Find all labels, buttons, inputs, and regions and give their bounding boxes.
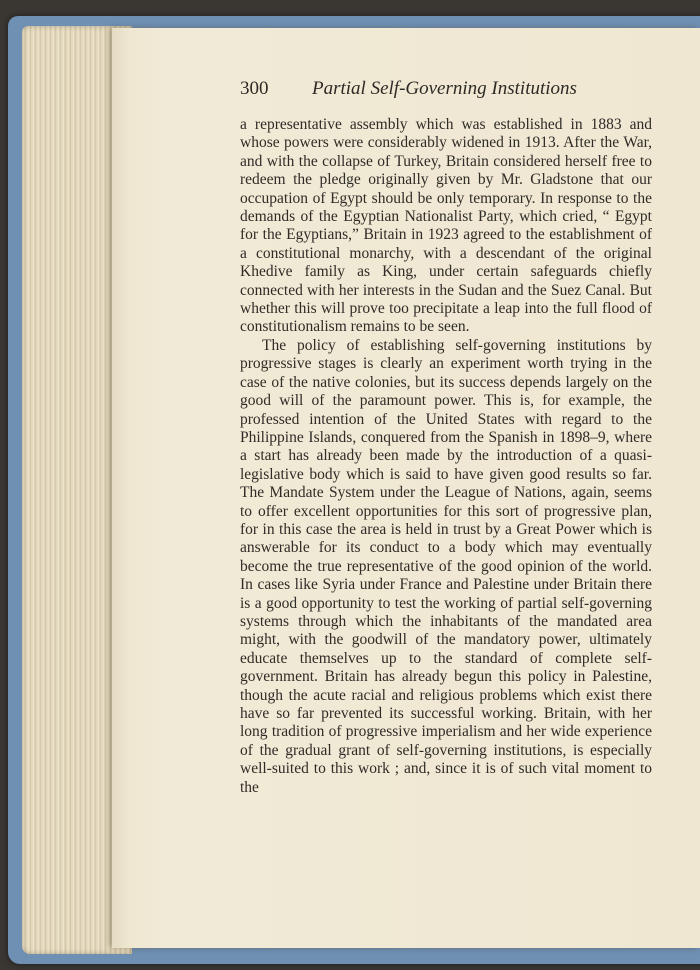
paragraph: a representative assembly which was established in 1883 and whose powers were considerably widened in 1913. After the War, and with the collapse of Turkey, Britain considered herself free to redeem the pledge originally given by Mr. Gladstone that our occupation of Egypt should be only temporary. In response to the demands of the Egyptian Nationalist Party, which cried, “ Egypt for the Egyptians,” Britain in 1923 agreed to the establishment of a constitutional monarchy, with a descendant of the original Khedive family as King, under certain safeguards chiefly connected with her interests in the Sudan and the Suez Canal. But whether this will prove too precipitate a leap into the full flood of constitutionalism remains to be seen. [240,116,652,336]
page-body [240,116,652,797]
page-number: 300 [240,78,269,99]
paragraph: The policy of establishing self-governing institutions by progressive stages is clearly an experiment worth trying in the case of the native colonies, but its success depends largely on the good will of the paramount power. This is, for example, the professed intention of the United States with regard to the Philippine Islands, conquered from the Spanish in 1898–9, where a start has already been made by the introduction of a quasi-legislative body which is said to have given good results so far. The Mandate System under the League of Nations, again, seems to offer excellent opportunities for this sort of progressive plan, for in this case the area is held in trust by a Great Power which is answerable for its conduct to a body which may eventually become the true representative of the good opinion of the world. In cases like Syria under France and Palestine under Britain there is a good opportunity to test the working of partial self-governing systems through which the inhabitants of the mandated area might, with the goodwill of the mandatory power, ultimately educate themselves up to the standard of complete self-government. Britain has already begun this policy in Palestine, though the acute racial and religious problems which exist there have so far prevented its successful working. Britain, with her long tradition of progressive imperialism and her wide experience of the gradual grant of self-governing institutions, is especially well-suited to this work ; and, since it is of such vital moment to the [240,336,652,796]
running-title: Partial Self-Governing Institutions [312,78,577,99]
